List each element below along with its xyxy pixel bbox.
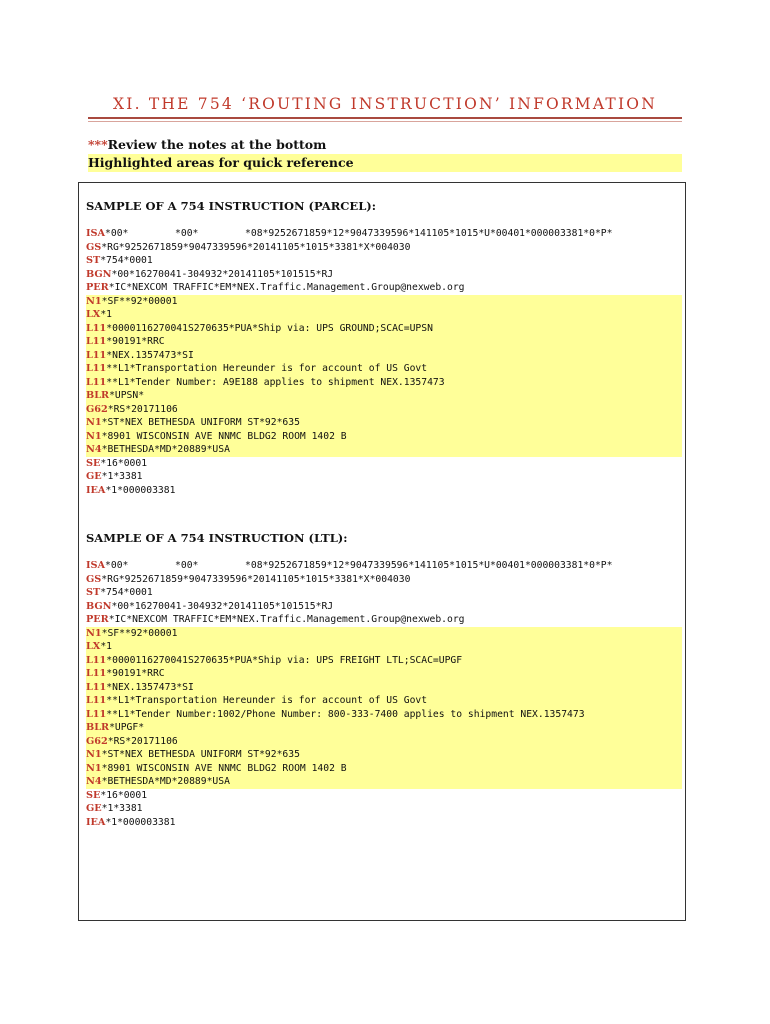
segment-code: BGN bbox=[86, 268, 112, 280]
segment-code: N1 bbox=[86, 417, 102, 428]
segment-code: GE bbox=[86, 471, 102, 482]
segment-code: N1 bbox=[86, 627, 102, 639]
segment-line bbox=[86, 721, 682, 735]
segment-code: G62 bbox=[86, 735, 108, 747]
title-underline-secondary bbox=[88, 121, 682, 122]
segment-elements: *0000116270041S270635*PUA*Ship via: UPS FREIGHT LTL;SCAC=UPGF bbox=[106, 654, 463, 666]
segment-code: N4 bbox=[86, 776, 102, 787]
segment-line bbox=[86, 254, 682, 268]
segment-elements: *RG*9252671859*9047339596*20141105*1015*3381*X*004030 bbox=[101, 241, 411, 253]
segment-code: L11 bbox=[86, 322, 107, 334]
segment-line bbox=[86, 376, 682, 390]
page-title: XI. THE 754 ‘ROUTING INSTRUCTION’ INFORMATION bbox=[113, 95, 657, 113]
segment-elements: *00*16270041-304932*20141105*101515*RJ bbox=[111, 600, 334, 612]
segment-elements: *BETHESDA*MD*20889*USA bbox=[101, 444, 230, 455]
review-note bbox=[88, 136, 682, 154]
segment-code: L11 bbox=[86, 668, 107, 679]
segment-line bbox=[86, 403, 682, 417]
segment-code: SE bbox=[86, 457, 101, 469]
segment-elements: **L1*Transportation Hereunder is for account of US Govt bbox=[106, 363, 428, 374]
segment-line bbox=[86, 295, 682, 309]
section-title: SAMPLE OF A 754 INSTRUCTION (LTL): bbox=[86, 531, 348, 545]
segment-elements: *90191*RRC bbox=[106, 336, 165, 347]
segment-elements: *1*3381 bbox=[101, 803, 143, 814]
segment-code: ST bbox=[86, 587, 101, 598]
segment-code: L11 bbox=[86, 681, 107, 693]
segment-elements: *754*0001 bbox=[100, 255, 153, 266]
segment-code: N4 bbox=[86, 444, 102, 455]
segment-line bbox=[86, 227, 682, 241]
segment-elements: *BETHESDA*MD*20889*USA bbox=[101, 776, 230, 787]
segment-code: G62 bbox=[86, 403, 108, 415]
segment-line bbox=[86, 241, 682, 255]
segment-code: ISA bbox=[86, 560, 106, 571]
notes-block bbox=[88, 136, 682, 172]
segment-line bbox=[86, 802, 682, 816]
ltl-sample-section bbox=[86, 529, 682, 829]
segment-line bbox=[86, 308, 682, 322]
segment-line bbox=[86, 789, 682, 803]
segment-line bbox=[86, 470, 682, 484]
title-underline bbox=[88, 117, 682, 119]
segment-elements: *ST*NEX BETHESDA UNIFORM ST*92*635 bbox=[101, 417, 300, 428]
segment-code: L11 bbox=[86, 363, 107, 374]
segment-code: GS bbox=[86, 241, 102, 253]
segment-code: LX bbox=[86, 309, 101, 320]
segment-line bbox=[86, 268, 682, 282]
segment-code: LX bbox=[86, 641, 101, 652]
segment-code: GE bbox=[86, 803, 102, 814]
segment-code: L11 bbox=[86, 376, 107, 388]
segment-line bbox=[86, 349, 682, 363]
segment-code: L11 bbox=[86, 654, 107, 666]
segment-elements: *RG*9252671859*9047339596*20141105*1015*3381*X*004030 bbox=[101, 573, 411, 585]
segment-code: L11 bbox=[86, 695, 107, 706]
segment-line bbox=[86, 640, 682, 654]
segment-elements: *16*0001 bbox=[100, 789, 148, 801]
segment-line bbox=[86, 335, 682, 349]
highlight-note: Highlighted areas for quick reference bbox=[88, 154, 682, 172]
segment-line bbox=[86, 573, 682, 587]
segment-code: ISA bbox=[86, 228, 106, 239]
segment-line bbox=[86, 735, 682, 749]
note-stars: *** bbox=[88, 137, 108, 152]
segment-line bbox=[86, 681, 682, 695]
segment-line bbox=[86, 484, 682, 498]
section-title: SAMPLE OF A 754 INSTRUCTION (PARCEL): bbox=[86, 199, 376, 213]
segment-code: N1 bbox=[86, 295, 102, 307]
segment-line bbox=[86, 430, 682, 444]
segment-line bbox=[86, 762, 682, 776]
segment-code: BLR bbox=[86, 390, 110, 401]
segment-code: BLR bbox=[86, 722, 110, 733]
segment-code: N1 bbox=[86, 762, 102, 774]
segment-elements: **L1*Tender Number: A9E188 applies to shipment NEX.1357473 bbox=[106, 376, 445, 388]
segment-line bbox=[86, 775, 682, 789]
parcel-sample-section bbox=[86, 197, 682, 497]
segment-line bbox=[86, 627, 682, 641]
segment-elements: *ST*NEX BETHESDA UNIFORM ST*92*635 bbox=[101, 749, 300, 760]
segment-elements: *IC*NEXCOM TRAFFIC*EM*NEX.Traffic.Management.Group@nexweb.org bbox=[108, 614, 465, 625]
segment-elements: *1*000003381 bbox=[105, 816, 176, 828]
segment-elements: *754*0001 bbox=[100, 587, 153, 598]
segment-code: N1 bbox=[86, 749, 102, 760]
segment-code: L11 bbox=[86, 336, 107, 347]
segment-elements: *SF**92*00001 bbox=[101, 295, 178, 307]
segment-line bbox=[86, 708, 682, 722]
segment-line bbox=[86, 667, 682, 681]
segment-line bbox=[86, 559, 682, 573]
segment-code: L11 bbox=[86, 349, 107, 361]
segment-line bbox=[86, 600, 682, 614]
segment-elements: *1 bbox=[100, 641, 112, 652]
segment-elements: **L1*Tender Number:1002/Phone Number: 800-333-7400 applies to shipment NEX.1357473 bbox=[106, 708, 585, 720]
segment-line bbox=[86, 281, 682, 295]
segment-list bbox=[86, 559, 682, 829]
segment-elements: *00* *00* *08*9252671859*12*9047339596*141105*1015*U*00401*000003381*0*P* bbox=[105, 560, 613, 571]
segment-elements: *1 bbox=[100, 309, 112, 320]
segment-elements: *00* *00* *08*9252671859*12*9047339596*141105*1015*U*00401*000003381*0*P* bbox=[105, 228, 613, 239]
segment-elements: *00*16270041-304932*20141105*101515*RJ bbox=[111, 268, 334, 280]
segment-elements: *RS*20171106 bbox=[107, 735, 178, 747]
segment-code: IEA bbox=[86, 484, 106, 496]
segment-code: PER bbox=[86, 282, 109, 293]
segment-line bbox=[86, 322, 682, 336]
segment-code: L11 bbox=[86, 708, 107, 720]
segment-line bbox=[86, 748, 682, 762]
segment-elements: *SF**92*00001 bbox=[101, 627, 178, 639]
segment-elements: *8901 WISCONSIN AVE NNMC BLDG2 ROOM 1402 B bbox=[101, 430, 347, 442]
segment-elements: *1*3381 bbox=[101, 471, 143, 482]
segment-elements: *NEX.1357473*SI bbox=[106, 681, 194, 693]
segment-line bbox=[86, 613, 682, 627]
segment-list bbox=[86, 227, 682, 497]
segment-line bbox=[86, 362, 682, 376]
review-note-text: Review the notes at the bottom bbox=[107, 137, 327, 152]
segment-line bbox=[86, 586, 682, 600]
segment-elements: *NEX.1357473*SI bbox=[106, 349, 194, 361]
segment-line bbox=[86, 416, 682, 430]
segment-code: BGN bbox=[86, 600, 112, 612]
segment-line bbox=[86, 694, 682, 708]
segment-line bbox=[86, 654, 682, 668]
segment-code: ST bbox=[86, 255, 101, 266]
segment-code: GS bbox=[86, 573, 102, 585]
segment-code: IEA bbox=[86, 816, 106, 828]
segment-line bbox=[86, 443, 682, 457]
segment-elements: *UPGF* bbox=[109, 722, 145, 733]
segment-code: SE bbox=[86, 789, 101, 801]
segment-elements: *IC*NEXCOM TRAFFIC*EM*NEX.Traffic.Management.Group@nexweb.org bbox=[108, 282, 465, 293]
segment-line bbox=[86, 457, 682, 471]
segment-line bbox=[86, 816, 682, 830]
segment-line bbox=[86, 389, 682, 403]
segment-elements: *1*000003381 bbox=[105, 484, 176, 496]
segment-elements: *8901 WISCONSIN AVE NNMC BLDG2 ROOM 1402 B bbox=[101, 762, 347, 774]
segment-elements: *0000116270041S270635*PUA*Ship via: UPS GROUND;SCAC=UPSN bbox=[106, 322, 433, 334]
segment-elements: *16*0001 bbox=[100, 457, 148, 469]
segment-elements: *UPSN* bbox=[109, 390, 145, 401]
segment-elements: **L1*Transportation Hereunder is for account of US Govt bbox=[106, 695, 428, 706]
segment-elements: *90191*RRC bbox=[106, 668, 165, 679]
segment-code: PER bbox=[86, 614, 109, 625]
segment-code: N1 bbox=[86, 430, 102, 442]
segment-elements: *RS*20171106 bbox=[107, 403, 178, 415]
